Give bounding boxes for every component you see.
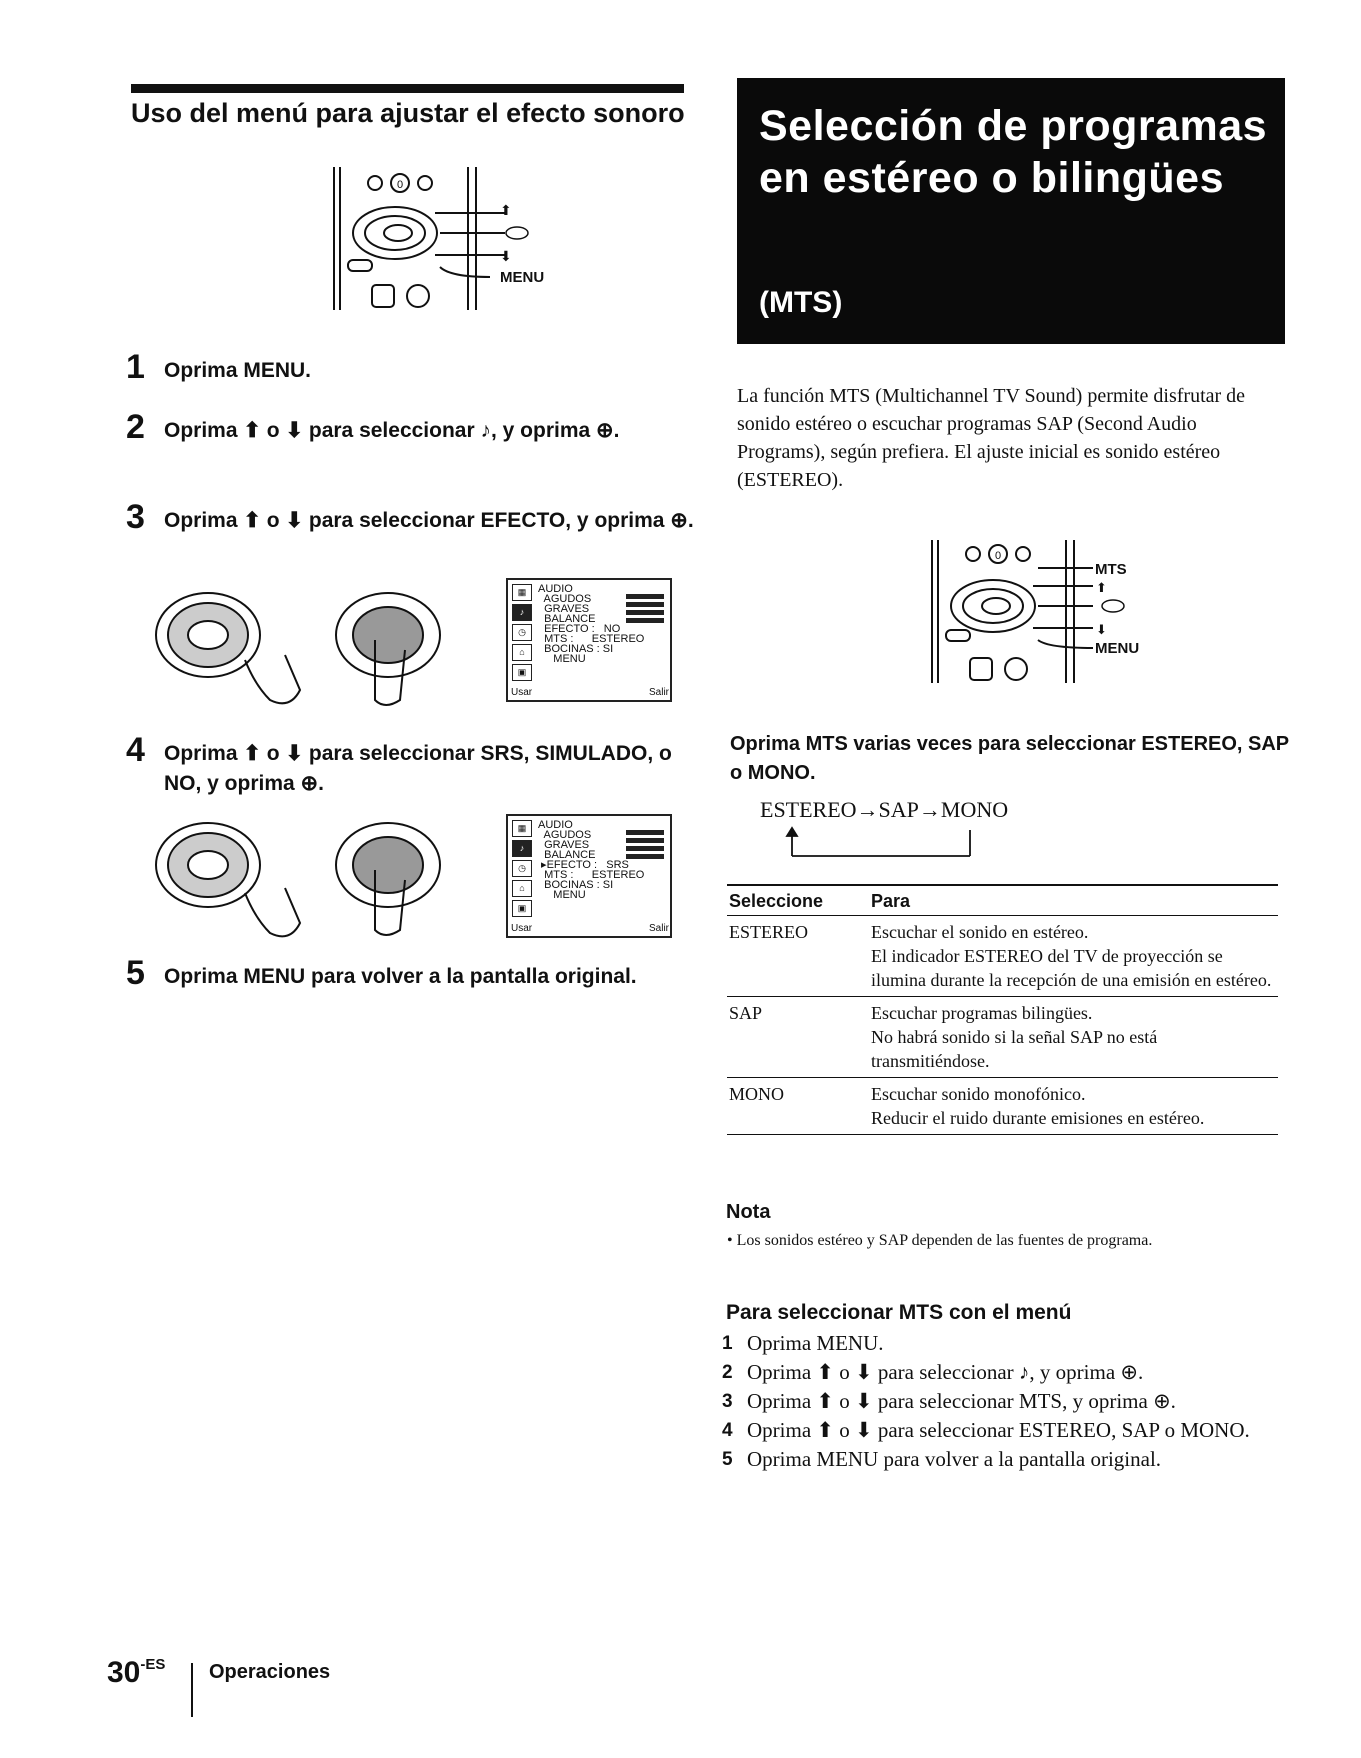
svg-text:⬆: ⬆ [1096, 580, 1107, 595]
remote-control-illustration [330, 165, 555, 315]
table-row: ESTEREO Escuchar el sonido en estéreo. El indicador ESTEREO del TV de proyección se ilumina durante la recepción de una emisión en estéreo. [727, 916, 1278, 997]
table-row: SAP Escuchar programas bilingües. No habrá sonido si la señal SAP no está transmitiéndose. [727, 997, 1278, 1078]
menu-method-steps [722, 1329, 1282, 1474]
footer-divider [191, 1663, 193, 1717]
list-item: 3 Oprima ⬆ o ⬇ para seleccionar MTS, y oprima ⊕. [722, 1389, 1176, 1413]
list-item: 1 Oprima MENU. [722, 1331, 884, 1355]
mts-options-table [727, 884, 1278, 1135]
page-number: $30^{-ES}$ [107, 1656, 166, 1689]
note-heading: Nota [726, 1201, 771, 1223]
osd-menu-efecto-no: ▦ ♪ ◷ ⌂ ▣ AUDIO AGUDOS GRAVES BALANCE EFECTO : NO MTS : ESTEREO BOCINAS : SI MENU Usar Salir [506, 578, 672, 702]
cycle-return-arrow [757, 826, 1007, 860]
svg-text:⬆: ⬆ [500, 202, 512, 218]
list-item: 5 Oprima MENU para volver a la pantalla original. [722, 1447, 1162, 1471]
remote-mts-label: MTS [1095, 561, 1127, 578]
mts-instruction: Oprima MTS varias veces para seleccionar ESTEREO, SAP o MONO. [730, 733, 1289, 784]
joystick-press-illustration [150, 580, 450, 715]
remote-menu-label-right: MENU [1095, 640, 1140, 657]
svg-text:⬇: ⬇ [500, 248, 512, 264]
osd-menu-efecto-srs: ▦ ♪ ◷ ⌂ ▣ AUDIO AGUDOS GRAVES BALANCE ▸EFECTO : SRS MTS : ESTEREO BOCINAS : SI MENU Usar Salir [506, 814, 672, 938]
table-header-seleccione: Seleccione [727, 885, 869, 916]
intro-paragraph: La función MTS (Multichannel TV Sound) permite disfrutar de sonido estéreo o escuchar programas SAP (Second Audio Programs), según prefiera. El ajuste inicial es sonido estéreo (ESTEREO). [737, 385, 1246, 491]
section-top-rule [131, 84, 684, 93]
svg-text:⬇: ⬇ [1096, 622, 1107, 637]
table-header-para: Para [869, 885, 1278, 916]
page-title-banner [737, 78, 1285, 344]
footer-section-name: Operaciones [209, 1661, 331, 1683]
svg-text:0: 0 [994, 550, 1002, 562]
note-text: • Los sonidos estéreo y SAP dependen de las fuentes de programa. [727, 1232, 1153, 1249]
remote-menu-label: MENU [500, 269, 545, 286]
table-row: MONO Escuchar sonido monofónico. Reducir el ruido durante emisiones en estéreo. [727, 1078, 1278, 1135]
joystick-select-illustration [150, 815, 450, 950]
section-title: Uso del menú para ajustar el efecto sonoro [131, 98, 685, 128]
menu-method-heading: Para seleccionar MTS con el menú [726, 1301, 1072, 1324]
remote-mts-illustration [928, 538, 1153, 688]
page-subtitle: (MTS) [759, 286, 843, 319]
svg-text:0: 0 [396, 179, 404, 191]
list-item: 2 Oprima ⬆ o ⬇ para seleccionar ♪, y oprima ⊕. [722, 1360, 1144, 1384]
page-title: Selección de programas en estéreo o bilingües [759, 102, 1268, 202]
mts-cycle-sequence: ESTEREO→SAP→MONO [760, 797, 1009, 822]
list-item: 4 Oprima ⬆ o ⬇ para seleccionar ESTEREO, SAP o MONO. [722, 1418, 1250, 1442]
